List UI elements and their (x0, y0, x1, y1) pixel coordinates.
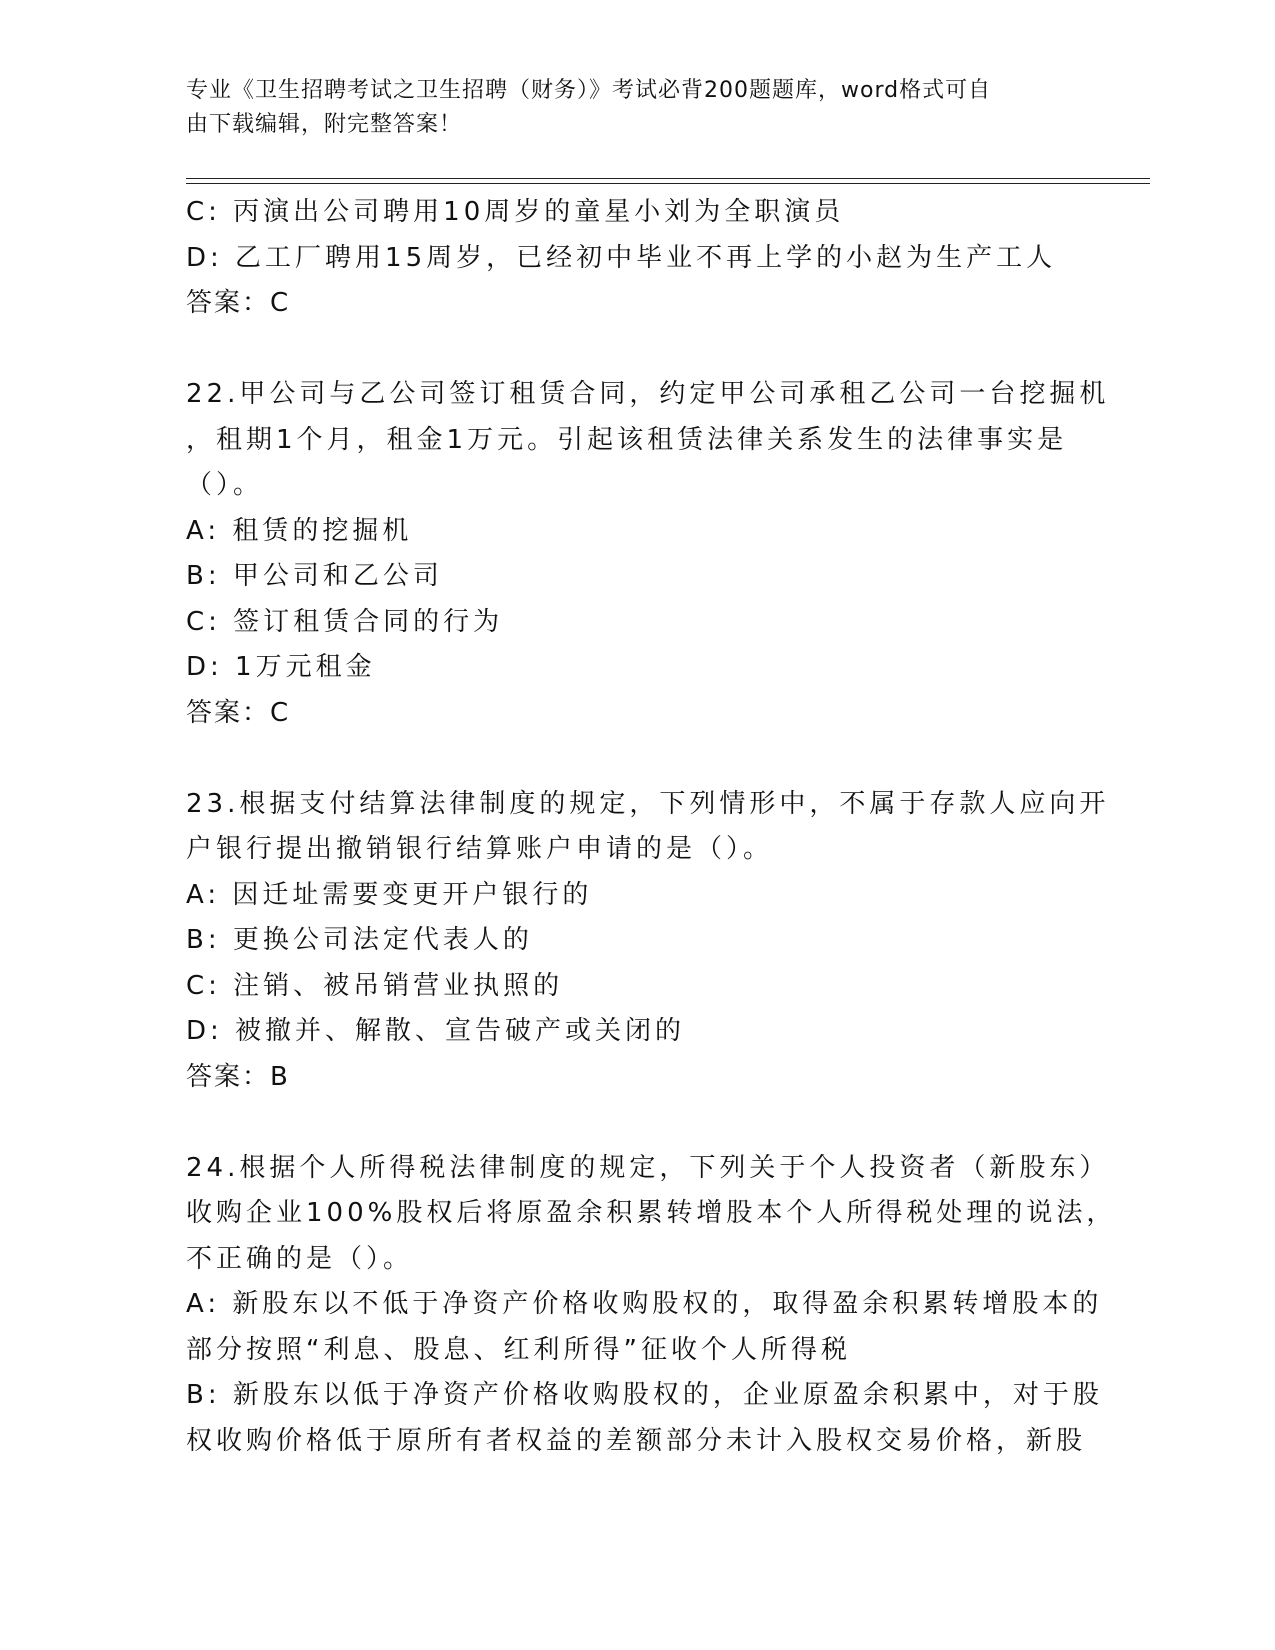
option-c: C: 丙演出公司聘用10周岁的童星小刘为全职演员 (186, 197, 845, 227)
answer-line: 答案：C (186, 288, 291, 318)
question-stem: 24.根据个人所得税法律制度的规定，下列关于个人投资者（新股东） (186, 1152, 1110, 1183)
option-a: A: 新股东以不低于净资产价格收购股权的，取得盈余积累转增股本的 (186, 1289, 1103, 1319)
spacer (186, 1100, 1086, 1146)
header-divider-bottom (186, 183, 1150, 184)
question-stem: ，租期1个月，租金1万元。引起该租赁法律关系发生的法律事实是 (186, 424, 1068, 455)
option-a: A: 因迁址需要变更开户银行的 (186, 879, 593, 910)
question-21-tail (186, 190, 1086, 327)
question-24 (186, 1146, 1117, 1465)
option-a: A: 租赁的挖掘机 (186, 515, 413, 546)
question-stem: 23.根据支付结算法律制度的规定，下列情形中，不属于存款人应向开 (186, 788, 1110, 819)
answer-line: 答案：C (186, 697, 291, 728)
question-23 (186, 782, 1110, 1101)
option-d: D: 1万元租金 (186, 652, 376, 682)
header-line-2: 由下载编辑，附完整答案！ (186, 112, 463, 137)
question-stem: 户银行提出撤销银行结算账户申请的是（）。 (186, 834, 774, 864)
option-b: B: 更换公司法定代表人的 (186, 925, 533, 955)
option-c: C: 注销、被吊销营业执照的 (186, 970, 564, 1001)
header-divider-top (186, 178, 1150, 179)
question-stem: （）。 (186, 470, 264, 500)
question-stem: 不正确的是（）。 (186, 1243, 414, 1274)
option-b: B: 甲公司和乙公司 (186, 561, 443, 591)
option-b: B: 新股东以低于净资产价格收购股权的，企业原盈余积累中，对于股 (186, 1380, 1103, 1410)
option-c: C: 签订租赁合同的行为 (186, 606, 504, 637)
option-d: D: 乙工厂聘用15周岁，已经初中毕业不再上学的小赵为生产工人 (186, 242, 1057, 273)
option-b-continued: 权收购价格低于原所有者权益的差额部分未计入股权交易价格，新股 (186, 1425, 1087, 1456)
answer-line: 答案：B (186, 1061, 290, 1092)
question-22 (186, 372, 1110, 736)
document-body (186, 190, 1117, 1464)
document-header (186, 74, 1066, 142)
header-line-1: 专业《卫生招聘考试之卫生招聘（财务）》考试必背200题题库，word格式可自 (186, 78, 992, 103)
question-stem: 收购企业100%股权后将原盈余积累转增股本个人所得税处理的说法， (186, 1198, 1117, 1228)
question-stem: 22.甲公司与乙公司签订租赁合同，约定甲公司承租乙公司一台挖掘机 (186, 379, 1110, 409)
spacer (186, 327, 1086, 373)
option-a-continued: 部分按照“利息、股息、红利所得”征收个人所得税 (186, 1334, 851, 1365)
spacer (186, 736, 1086, 782)
option-d: D: 被撤并、解散、宣告破产或关闭的 (186, 1016, 686, 1046)
